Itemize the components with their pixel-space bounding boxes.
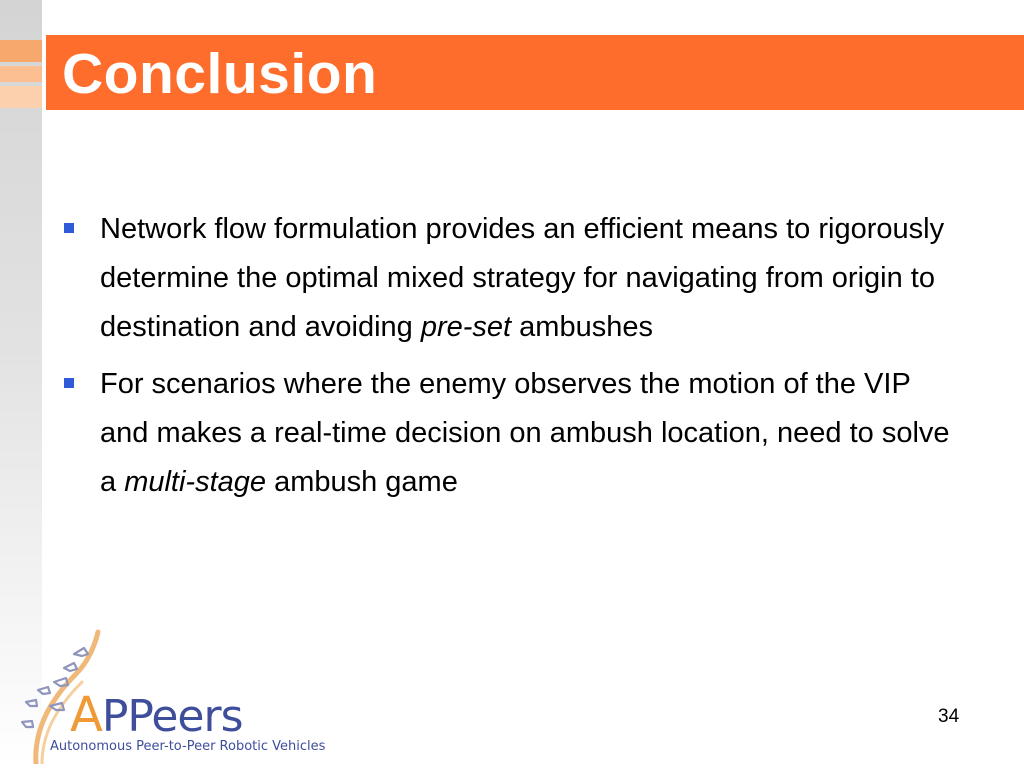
square-bullet-icon	[64, 378, 74, 388]
slide-title: Conclusion	[62, 42, 378, 106]
left-decorative-stripe	[0, 66, 42, 82]
bullet-text-italic: pre-set	[420, 311, 512, 343]
left-decorative-stripe	[0, 40, 42, 62]
logo-name: PPeers	[101, 691, 243, 742]
bullet-text-italic: multi-stage	[124, 466, 267, 498]
bullet-item	[60, 360, 960, 507]
logo-tagline: Autonomous Peer-to-Peer Robotic Vehicles	[50, 739, 326, 754]
bullet-text-run: For scenarios where the enemy observes the motion of the VIP and makes a real-time decision on ambush location, need to solve a	[100, 368, 950, 498]
logo-wordmark	[70, 687, 243, 743]
page-number: 34	[938, 706, 960, 727]
logo-letter: A	[70, 687, 102, 743]
left-decorative-stripe	[0, 86, 42, 108]
bullet-text-run: ambush game	[266, 466, 458, 498]
square-bullet-icon	[64, 223, 74, 233]
bullet-list	[60, 205, 960, 515]
bullet-text-run: ambushes	[511, 311, 653, 343]
bullet-item	[60, 205, 960, 352]
bullet-text-run: Network flow formulation provides an efficient means to rigorously determine the optimal mixed strategy for navigating from origin to destination and avoiding	[100, 213, 945, 343]
